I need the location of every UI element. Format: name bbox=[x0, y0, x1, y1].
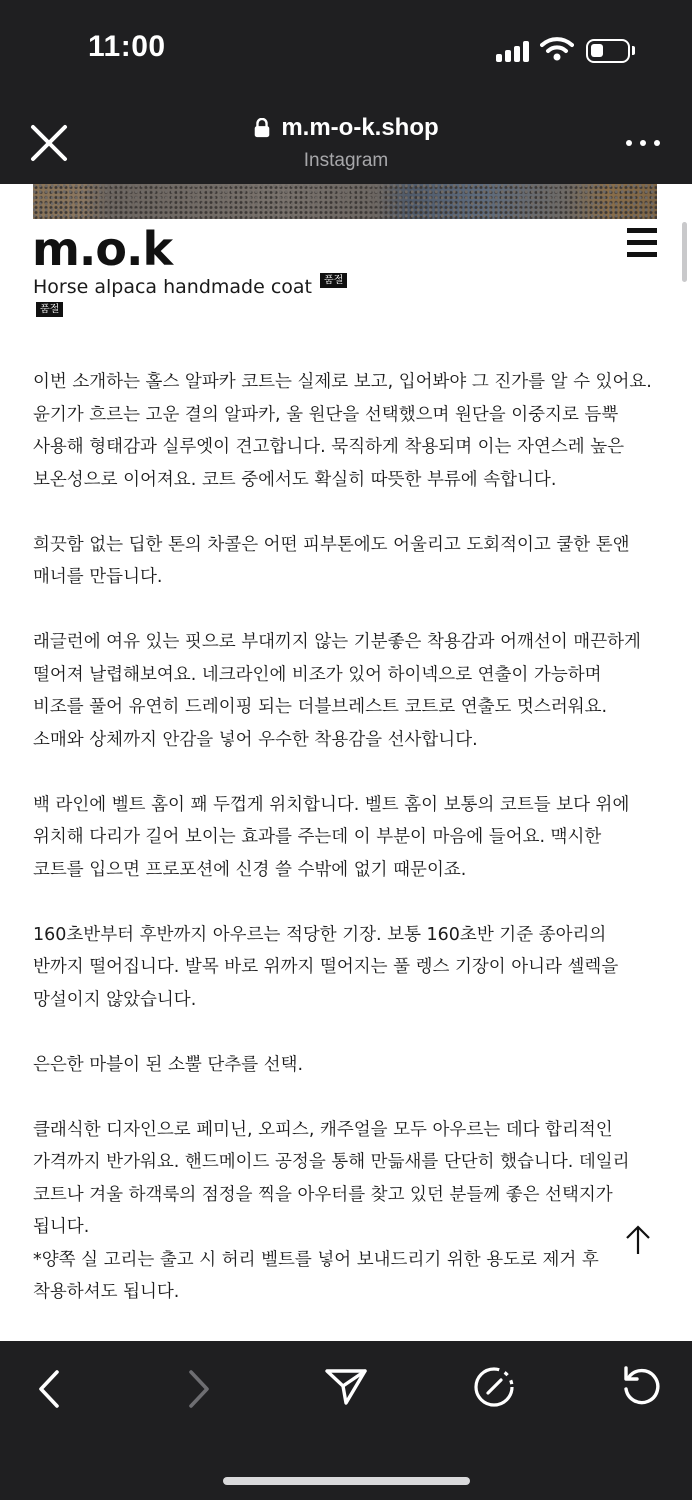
reload-icon[interactable] bbox=[620, 1365, 664, 1409]
sold-out-badge-secondary: 품절 bbox=[36, 302, 63, 317]
battery-icon bbox=[586, 39, 630, 63]
status-time: 11:00 bbox=[88, 30, 166, 63]
forward-chevron-icon[interactable] bbox=[186, 1369, 212, 1409]
product-title-row bbox=[33, 276, 347, 298]
more-options-button[interactable] bbox=[626, 140, 660, 148]
status-bar bbox=[0, 0, 692, 100]
description-paragraph: 160초반부터 후반까지 아우르는 적당한 기장. 보통 160초반 기준 종아리의 반까지 떨어집니다. 발목 바로 위까지 떨어지는 풀 렝스 기장이 아니라 셀렉을 망설이지 않았습니다. bbox=[33, 924, 619, 1010]
battery-nub bbox=[632, 46, 635, 55]
in-app-browser-header bbox=[0, 100, 692, 184]
product-description bbox=[33, 366, 653, 1374]
site-logo[interactable]: m.o.k bbox=[32, 222, 173, 276]
description-paragraph: 백 라인에 벨트 홈이 꽤 두껍게 위치합니다. 벨트 홈이 보통의 코트들 보다 위에 위치해 다리가 길어 보이는 효과를 주는데 이 부분이 마음에 들어요. 맥시한 코트를 입으면 프로포션에 신경 쓸 수밖에 없기 때문이죠. bbox=[33, 794, 630, 880]
product-title: Horse alpaca handmade coat bbox=[33, 276, 312, 298]
url-text: m.m-o-k.shop bbox=[281, 114, 439, 141]
page-scrollbar[interactable] bbox=[682, 222, 687, 282]
home-indicator[interactable] bbox=[223, 1477, 470, 1485]
scroll-to-top-arrow-icon[interactable] bbox=[622, 1224, 654, 1256]
wifi-icon bbox=[540, 36, 574, 62]
share-send-icon[interactable] bbox=[324, 1367, 368, 1407]
description-paragraph: 희끗함 없는 딥한 톤의 차콜은 어떤 피부톤에도 어울리고 도회적이고 쿨한 톤앤 매너를 만듭니다. bbox=[33, 534, 630, 587]
cellular-signal-icon bbox=[496, 40, 532, 62]
back-chevron-icon[interactable] bbox=[36, 1369, 62, 1409]
lock-icon bbox=[253, 118, 271, 138]
description-paragraph: 은은한 마블이 된 소뿔 단추를 선택. bbox=[33, 1054, 304, 1075]
description-paragraph: 래글런에 여유 있는 핏으로 부대끼지 않는 기분좋은 착용감과 어깨선이 매끈하게 떨어져 날렵해보여요. 네크라인에 비조가 있어 하이넥으로 연출이 가능하며 비조를 풀어 유연히 드레이핑 되는 더블브레스트 코트로 연출도 멋스러워요. 소매와 상체까지 안감을 넣어 우수한 착용감을 선사합니다. bbox=[33, 632, 641, 750]
description-paragraph: 이번 소개하는 홀스 알파카 코트는 실제로 보고, 입어봐야 그 진가를 알 수 있어요. 윤기가 흐르는 고운 결의 알파카, 울 원단을 선택했으며 원단을 이중지로 듬뿍 사용해 형태감과 실루엣이 견고합니다. 묵직하게 착용되며 이는 자연스레 높은 보온성으로 이어져요. 코트 중에서도 확실히 따뜻한 부류에 속합니다. bbox=[33, 372, 652, 490]
hamburger-menu-button[interactable] bbox=[627, 228, 657, 258]
sold-out-badge: 품절 bbox=[320, 273, 347, 288]
browser-subtitle: Instagram bbox=[303, 150, 389, 171]
open-in-browser-compass-icon[interactable] bbox=[472, 1365, 516, 1409]
address-bar[interactable] bbox=[0, 114, 692, 172]
description-paragraph: 클래식한 디자인으로 페미닌, 오피스, 캐주얼을 모두 아우르는 데다 합리적인 가격까지 반가워요. 핸드메이드 공정을 통해 만듦새를 단단히 했습니다. 데일리 코트나 겨울 하객룩의 점정을 찍을 아우터를 찾고 있던 분들께 좋은 선택지가 됩니다. *양쪽 실 고리는 출고 시 허리 벨트를 넣어 보내드리기 위한 용도로 제거 후 착용하셔도 됩니다. bbox=[33, 1119, 630, 1302]
product-image bbox=[33, 184, 657, 219]
